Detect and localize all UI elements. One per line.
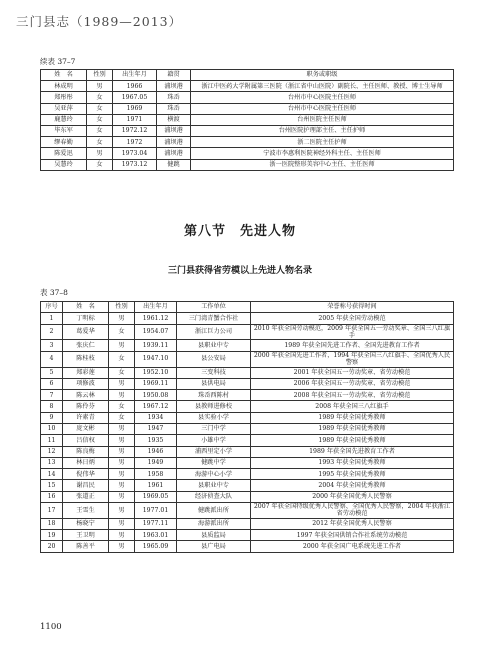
table2-header-row bbox=[41, 302, 454, 313]
table-cell: 陈爱迅 bbox=[41, 148, 87, 159]
table2 bbox=[40, 301, 454, 553]
table2-header-cell: 工作单位 bbox=[177, 302, 251, 313]
table-cell: 1972 bbox=[113, 137, 157, 148]
table-cell: 吕信权 bbox=[63, 435, 109, 446]
table2-header-cell: 荣誉称号获得时间 bbox=[251, 302, 454, 313]
table-cell: 1969.05 bbox=[135, 491, 177, 502]
table2-title: 三门县获得省劳模以上先进人物名录 bbox=[167, 266, 312, 276]
table-cell: 18 bbox=[41, 518, 63, 529]
table-cell: 男 bbox=[109, 424, 135, 435]
table-cell: 2005 年获全国劳动模范 bbox=[251, 313, 454, 324]
table-row bbox=[41, 446, 454, 457]
table-cell: 男 bbox=[109, 378, 135, 389]
table-cell: 张庆仁 bbox=[63, 340, 109, 351]
table-cell: 陈云林 bbox=[63, 390, 109, 401]
table-cell: 三门中学 bbox=[177, 424, 251, 435]
table-cell: 1934 bbox=[135, 412, 177, 423]
table2-header-cell: 出生年月 bbox=[135, 302, 177, 313]
table-cell: 宁波市李惠利医院神经外科主任、主任医师 bbox=[191, 148, 454, 159]
table-cell: 珠岙西陈村 bbox=[177, 390, 251, 401]
table-cell: 男 bbox=[109, 457, 135, 468]
table-cell: 浦坝港 bbox=[157, 148, 191, 159]
table-cell: 女 bbox=[87, 137, 113, 148]
table-cell: 1965.09 bbox=[135, 541, 177, 552]
table-cell: 17 bbox=[41, 503, 63, 519]
table1-header-cell: 性别 bbox=[87, 70, 113, 81]
table-cell: 男 bbox=[109, 541, 135, 552]
table-cell: 2000 年获全国先进工作者，1994 年获全国三八红旗手、全国优秀人民警察 bbox=[251, 351, 454, 367]
table-cell: 1967.05 bbox=[113, 92, 157, 103]
table-row bbox=[41, 469, 454, 480]
table-cell: 陈伶芬 bbox=[63, 401, 109, 412]
running-header: 三门县志（1989—2013） bbox=[16, 14, 183, 29]
table-row bbox=[41, 137, 454, 148]
table-cell: 1989 年获全国先进工作者、全国先进教育工作者 bbox=[251, 340, 454, 351]
section-title: 第八节 先进人物 bbox=[183, 224, 296, 239]
table-row bbox=[41, 518, 454, 529]
table-cell: 1954.07 bbox=[135, 324, 177, 340]
table-cell: 林日炳 bbox=[63, 457, 109, 468]
table-cell: 项修波 bbox=[63, 378, 109, 389]
table-cell: 12 bbox=[41, 446, 63, 457]
table-cell: 1966 bbox=[113, 81, 157, 92]
table-cell: 县职业中专 bbox=[177, 480, 251, 491]
table-cell: 庞文彬 bbox=[63, 424, 109, 435]
table-cell: 20 bbox=[41, 541, 63, 552]
table-cell: 陈桂枝 bbox=[63, 351, 109, 367]
table1-header-cell: 姓 名 bbox=[41, 70, 87, 81]
table-cell: 台州医院护理部主任、主任护师 bbox=[191, 125, 454, 136]
table-cell: 1989 年获全国先进教育工作者 bbox=[251, 446, 454, 457]
table-cell: 2008 年获全国三八红旗手 bbox=[251, 401, 454, 412]
table-row bbox=[41, 324, 454, 340]
table-cell: 浙江中医药大学附属第三医院（浙江省中山医院）副院长、主任医师、教授、博士生导师 bbox=[191, 81, 454, 92]
table-cell: 1 bbox=[41, 313, 63, 324]
table-row bbox=[41, 390, 454, 401]
table-cell: 16 bbox=[41, 491, 63, 502]
table-cell: 男 bbox=[109, 491, 135, 502]
table-row bbox=[41, 81, 454, 92]
table-cell: 女 bbox=[87, 125, 113, 136]
table1-header-row bbox=[41, 70, 454, 81]
table-cell: 陈善平 bbox=[63, 541, 109, 552]
table-cell: 男 bbox=[109, 446, 135, 457]
table-row bbox=[41, 340, 454, 351]
table-cell: 1946 bbox=[135, 446, 177, 457]
table-cell: 男 bbox=[109, 340, 135, 351]
table-cell: 女 bbox=[109, 401, 135, 412]
table-row bbox=[41, 480, 454, 491]
table1 bbox=[40, 69, 454, 171]
table-cell: 陈良梅 bbox=[63, 446, 109, 457]
table-row bbox=[41, 401, 454, 412]
table-cell: 女 bbox=[87, 159, 113, 170]
table-cell: 2008 年获全国五一劳动奖章、省劳动模范 bbox=[251, 390, 454, 401]
table-cell: 县公安局 bbox=[177, 351, 251, 367]
table-cell: 葛爱华 bbox=[63, 324, 109, 340]
table-cell: 2000 年获全国优秀人民警察 bbox=[251, 491, 454, 502]
table-cell: 5 bbox=[41, 367, 63, 378]
table-cell: 男 bbox=[109, 390, 135, 401]
table-cell: 台州医院主任医师 bbox=[191, 114, 454, 125]
table-cell: 1967.12 bbox=[135, 401, 177, 412]
table-cell: 1961 bbox=[135, 480, 177, 491]
table-row bbox=[41, 378, 454, 389]
table-cell: 1969.11 bbox=[135, 378, 177, 389]
table-cell: 2010 年获全国劳动模范，2009 年获全国五一劳动奖章、全国三八红旗手 bbox=[251, 324, 454, 340]
table-cell: 女 bbox=[109, 351, 135, 367]
table-cell: 郑彤彤 bbox=[41, 92, 87, 103]
table-cell: 1950.08 bbox=[135, 390, 177, 401]
table2-body bbox=[41, 313, 454, 552]
table-row bbox=[41, 424, 454, 435]
table-cell: 女 bbox=[109, 367, 135, 378]
table-cell: 浙江巨力公司 bbox=[177, 324, 251, 340]
table-cell: 许素青 bbox=[63, 412, 109, 423]
table-cell: 丁明标 bbox=[63, 313, 109, 324]
table-cell: 三门湾青蟹合作社 bbox=[177, 313, 251, 324]
table-cell: 王卫明 bbox=[63, 530, 109, 541]
table-cell: 女 bbox=[87, 92, 113, 103]
table-cell: 1949 bbox=[135, 457, 177, 468]
table-cell: 郑彩莲 bbox=[63, 367, 109, 378]
table-cell: 县供电局 bbox=[177, 378, 251, 389]
table-cell: 2007 年获全国特级优秀人民警察、全国优秀人民警察，2004 年获浙江省劳动模范 bbox=[251, 503, 454, 519]
table-cell: 海游中心小学 bbox=[177, 469, 251, 480]
table1-caption: 续表 37–7 bbox=[40, 57, 76, 66]
table-cell: 男 bbox=[109, 469, 135, 480]
table-cell: 1993 年获全国优秀教师 bbox=[251, 457, 454, 468]
table-cell: 珠岙 bbox=[157, 103, 191, 114]
table-cell: 浦坝港 bbox=[157, 81, 191, 92]
table-cell: 台州市中心医院主任医师 bbox=[191, 103, 454, 114]
table-row bbox=[41, 530, 454, 541]
table1-body bbox=[41, 81, 454, 171]
table-cell: 王雪生 bbox=[63, 503, 109, 519]
table-cell: 毕东军 bbox=[41, 125, 87, 136]
table-cell: 健跳中学 bbox=[177, 457, 251, 468]
table-cell: 1952.10 bbox=[135, 367, 177, 378]
table-cell: 吴慧玲 bbox=[41, 159, 87, 170]
table-cell: 1963.01 bbox=[135, 530, 177, 541]
table-cell: 2012 年获全国优秀人民警察 bbox=[251, 518, 454, 529]
table-cell: 1977.01 bbox=[135, 503, 177, 519]
table-row bbox=[41, 367, 454, 378]
table-cell: 1972.12 bbox=[113, 125, 157, 136]
table-cell: 女 bbox=[109, 324, 135, 340]
table-cell: 缪春勤 bbox=[41, 137, 87, 148]
table-cell: 横渡 bbox=[157, 114, 191, 125]
table-cell: 吴亚萍 bbox=[41, 103, 87, 114]
table-cell: 13 bbox=[41, 457, 63, 468]
table-cell: 10 bbox=[41, 424, 63, 435]
table-cell: 19 bbox=[41, 530, 63, 541]
table-cell: 2006 年获全国五一劳动奖章、省劳动模范 bbox=[251, 378, 454, 389]
table-cell: 台州市中心医院主任医师 bbox=[191, 92, 454, 103]
table2-header-cell: 性别 bbox=[109, 302, 135, 313]
table-cell: 县质监局 bbox=[177, 530, 251, 541]
table1-header-cell: 出生年月 bbox=[113, 70, 157, 81]
page-number: 1100 bbox=[40, 622, 62, 632]
table-cell: 7 bbox=[41, 390, 63, 401]
table-cell: 2004 年获全国优秀教师 bbox=[251, 480, 454, 491]
table-cell: 海游派出所 bbox=[177, 518, 251, 529]
table-cell: 浦坝港 bbox=[157, 137, 191, 148]
table-cell: 县实验小学 bbox=[177, 412, 251, 423]
table-cell: 2001 年获全国五一劳动奖章、省劳动模范 bbox=[251, 367, 454, 378]
table-cell: 14 bbox=[41, 469, 63, 480]
table-cell: 三变科技 bbox=[177, 367, 251, 378]
table-cell: 浦西里定小学 bbox=[177, 446, 251, 457]
table-cell: 1969 bbox=[113, 103, 157, 114]
table1-header-cell: 籍贯 bbox=[157, 70, 191, 81]
table2-header-cell: 序号 bbox=[41, 302, 63, 313]
table-cell: 张道正 bbox=[63, 491, 109, 502]
table-cell: 女 bbox=[87, 103, 113, 114]
table-cell: 1989 年获全国优秀教师 bbox=[251, 424, 454, 435]
table-cell: 女 bbox=[87, 114, 113, 125]
table-cell: 1958 bbox=[135, 469, 177, 480]
table-cell: 9 bbox=[41, 412, 63, 423]
table2-header-cell: 姓 名 bbox=[63, 302, 109, 313]
table-cell: 浙二医院主任护师 bbox=[191, 137, 454, 148]
table-cell: 1997 年获全国供销合作社系统劳动模范 bbox=[251, 530, 454, 541]
table-row bbox=[41, 103, 454, 114]
table-cell: 1947.10 bbox=[135, 351, 177, 367]
table-cell: 杨晓宁 bbox=[63, 518, 109, 529]
table-row bbox=[41, 435, 454, 446]
table-cell: 浦坝港 bbox=[157, 125, 191, 136]
table-row bbox=[41, 503, 454, 519]
table-cell: 1971 bbox=[113, 114, 157, 125]
table-row bbox=[41, 92, 454, 103]
table-cell: 4 bbox=[41, 351, 63, 367]
table-row bbox=[41, 457, 454, 468]
table-cell: 1989 年获全国优秀教师 bbox=[251, 435, 454, 446]
table-cell: 1977.11 bbox=[135, 518, 177, 529]
table-cell: 1973.12 bbox=[113, 159, 157, 170]
table-cell: 2 bbox=[41, 324, 63, 340]
table-cell: 县广电局 bbox=[177, 541, 251, 552]
table-cell: 2000 年获全国广电系统先进工作者 bbox=[251, 541, 454, 552]
table-cell: 经济侦查大队 bbox=[177, 491, 251, 502]
table-cell: 1989 年获全国优秀教师 bbox=[251, 412, 454, 423]
table-cell: 1947 bbox=[135, 424, 177, 435]
table1-header-cell: 职务或职级 bbox=[191, 70, 454, 81]
table-cell: 男 bbox=[109, 503, 135, 519]
table-cell: 男 bbox=[87, 81, 113, 92]
table-row bbox=[41, 125, 454, 136]
table2-caption: 表 37–8 bbox=[40, 288, 68, 297]
table-cell: 1935 bbox=[135, 435, 177, 446]
table-cell: 男 bbox=[109, 313, 135, 324]
table-cell: 林成明 bbox=[41, 81, 87, 92]
table-cell: 8 bbox=[41, 401, 63, 412]
table-cell: 县教师进修校 bbox=[177, 401, 251, 412]
table-cell: 6 bbox=[41, 378, 63, 389]
table-cell: 鹿慧玲 bbox=[41, 114, 87, 125]
table-cell: 1961.12 bbox=[135, 313, 177, 324]
table-cell: 1939.11 bbox=[135, 340, 177, 351]
table-row bbox=[41, 313, 454, 324]
table-row bbox=[41, 541, 454, 552]
table-cell: 11 bbox=[41, 435, 63, 446]
table-cell: 男 bbox=[87, 148, 113, 159]
table-cell: 倪伟华 bbox=[63, 469, 109, 480]
table-row bbox=[41, 491, 454, 502]
table-row bbox=[41, 412, 454, 423]
table-cell: 1973.04 bbox=[113, 148, 157, 159]
table-cell: 浙一医院整形美容中心主任、主任医师 bbox=[191, 159, 454, 170]
table-row bbox=[41, 148, 454, 159]
table-cell: 健跳 bbox=[157, 159, 191, 170]
table-cell: 男 bbox=[109, 530, 135, 541]
table-cell: 男 bbox=[109, 518, 135, 529]
table-cell: 女 bbox=[109, 412, 135, 423]
table-cell: 小雄中学 bbox=[177, 435, 251, 446]
table-cell: 3 bbox=[41, 340, 63, 351]
table-cell: 1995 年获全国优秀教师 bbox=[251, 469, 454, 480]
table-cell: 健跳派出所 bbox=[177, 503, 251, 519]
table-cell: 县职业中专 bbox=[177, 340, 251, 351]
table-row bbox=[41, 159, 454, 170]
table-cell: 男 bbox=[109, 480, 135, 491]
table-cell: 15 bbox=[41, 480, 63, 491]
table-cell: 谢昌民 bbox=[63, 480, 109, 491]
table-row bbox=[41, 351, 454, 367]
table-row bbox=[41, 114, 454, 125]
table-cell: 男 bbox=[109, 435, 135, 446]
table-cell: 珠岙 bbox=[157, 92, 191, 103]
